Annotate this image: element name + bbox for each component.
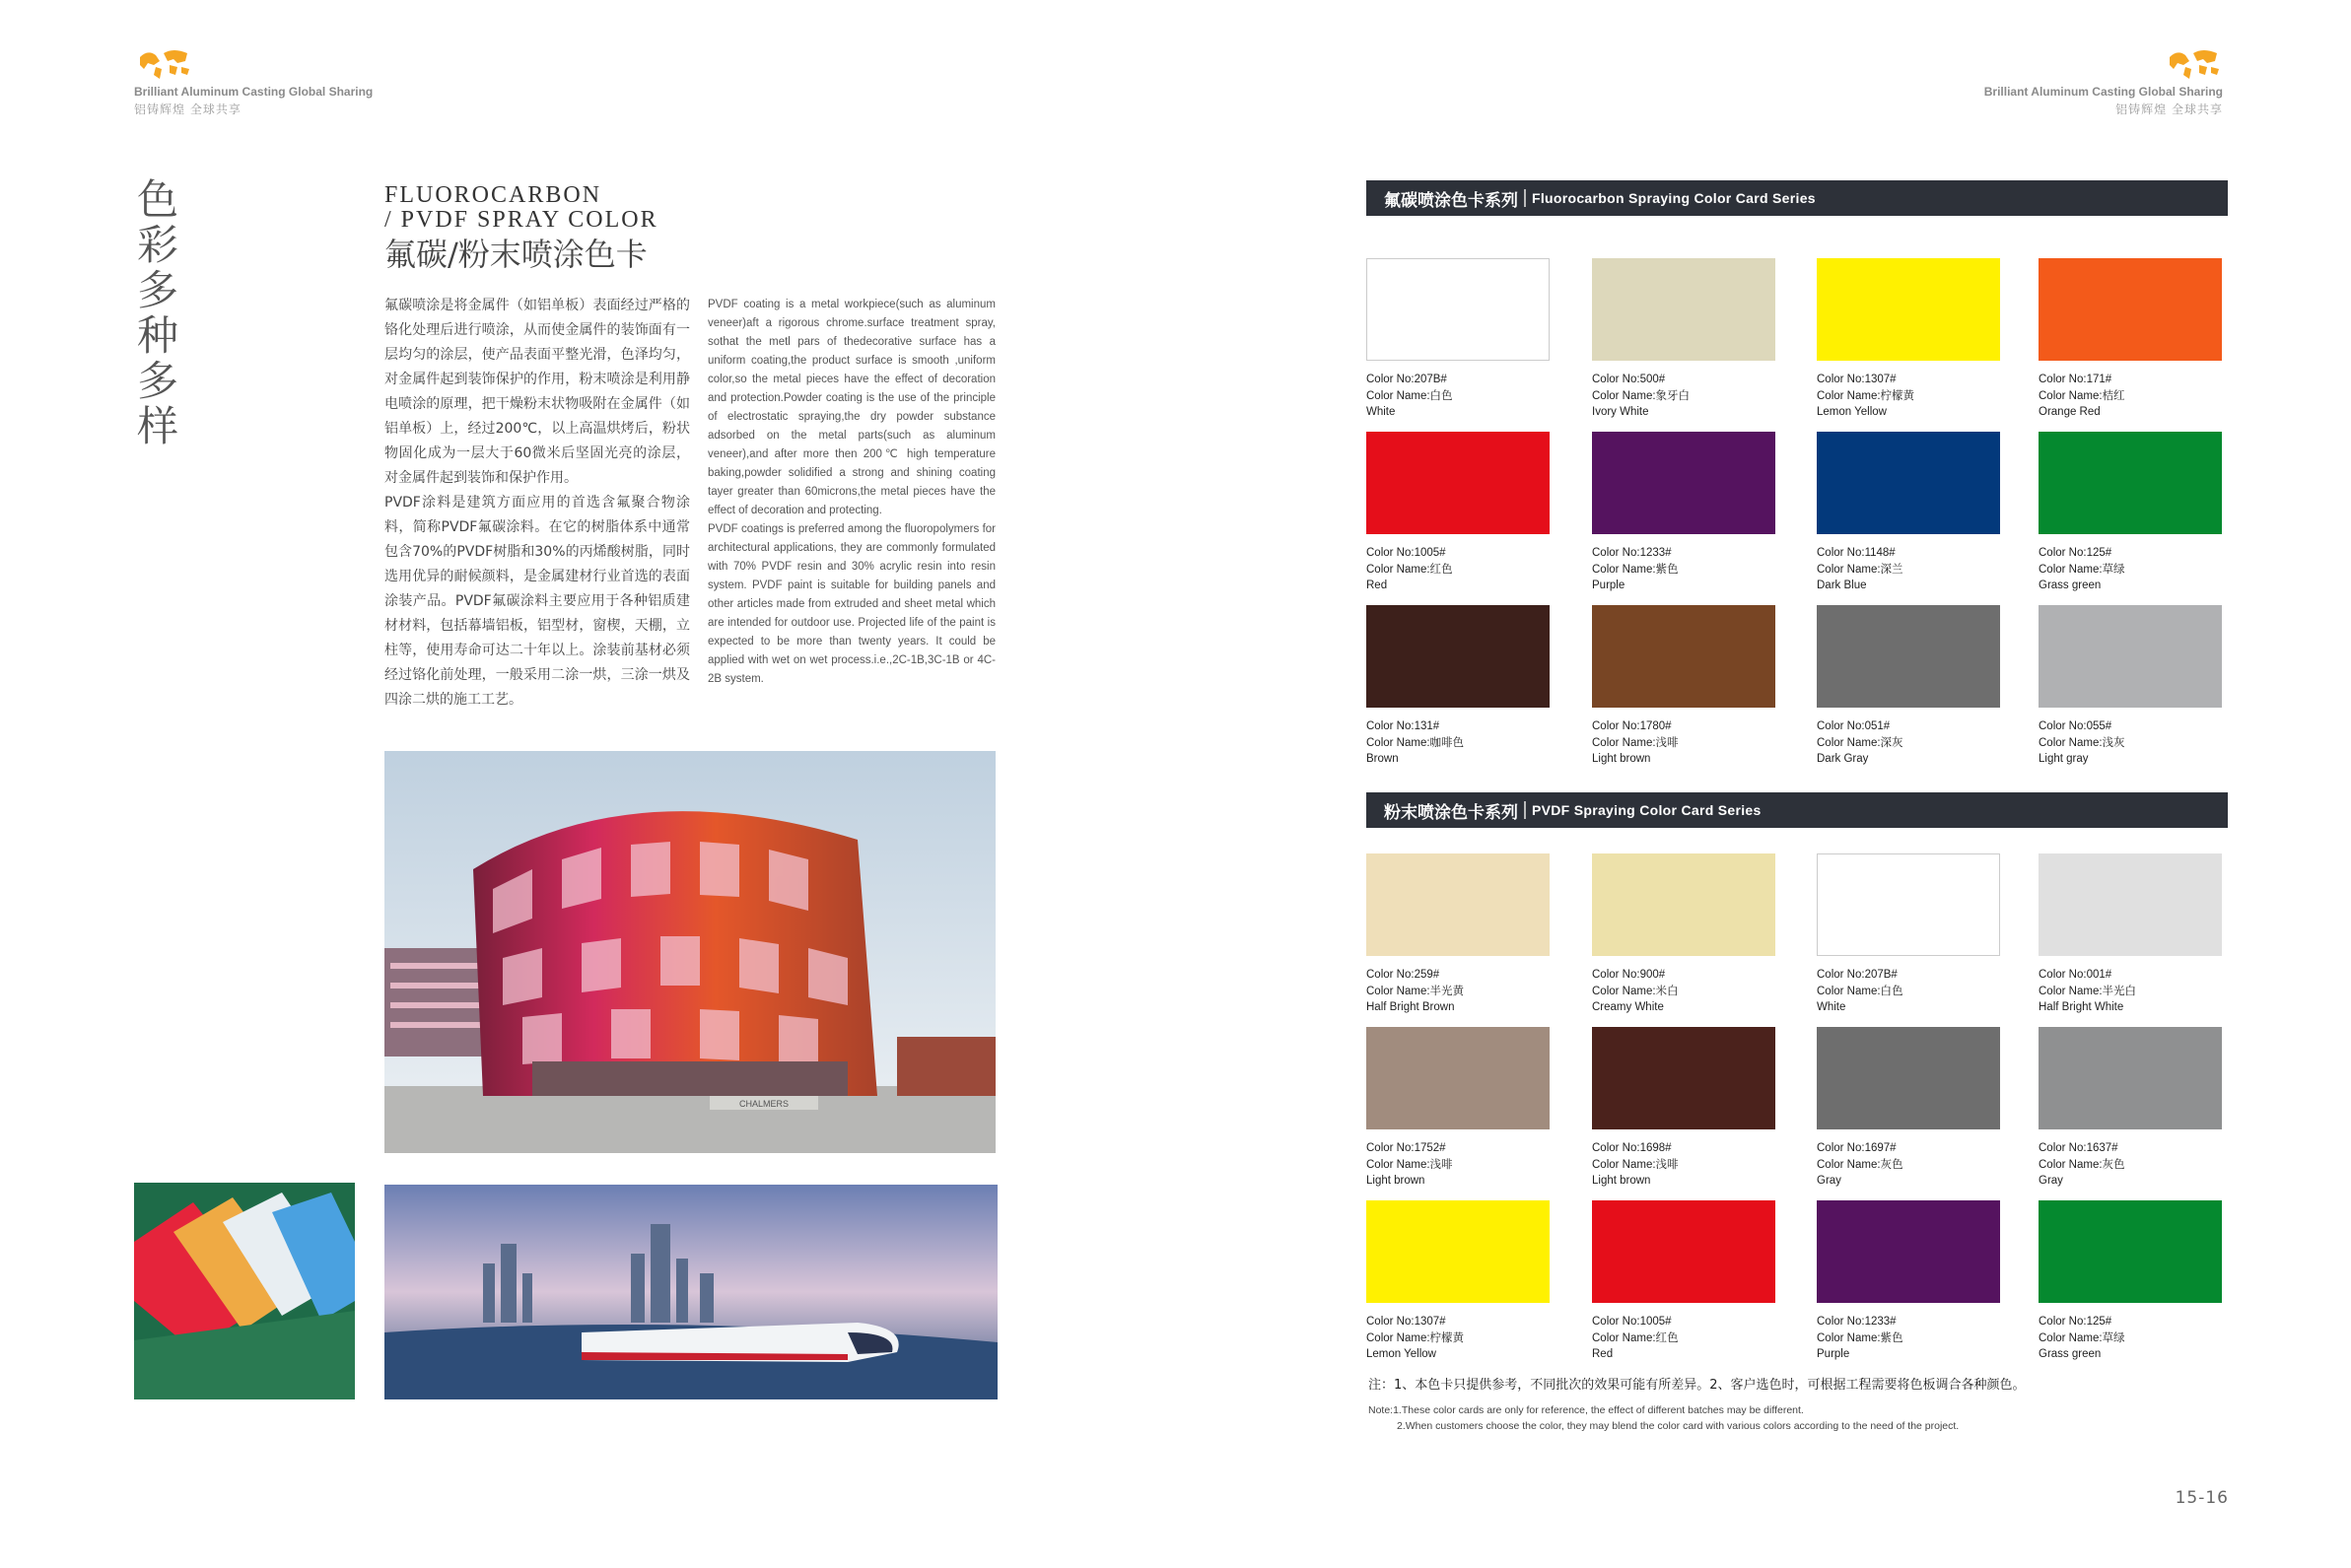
footnote-en-line-2: 2.When customers choose the color, they may blend the color card with various colors according to the need of the project. — [1397, 1420, 1960, 1432]
color-swatch — [1817, 1027, 2000, 1129]
color-name-en: Dark Gray — [1817, 753, 1869, 765]
color-number: Color No:125# — [2039, 547, 2112, 559]
vertical-title-char: 多 — [136, 266, 178, 314]
color-number: Color No:1233# — [1592, 547, 1672, 559]
color-number: Color No:1005# — [1366, 547, 1446, 559]
color-swatch — [2039, 432, 2222, 534]
color-number: Color No:131# — [1366, 720, 1440, 732]
color-number: Color No:1148# — [1817, 547, 1896, 559]
color-swatch — [1366, 853, 1550, 956]
fluorocarbon-series-header — [1366, 180, 2228, 216]
color-card — [1817, 853, 2000, 1016]
color-card-text — [1817, 372, 2000, 421]
color-swatch — [1366, 1200, 1550, 1303]
color-card-text — [1592, 967, 1775, 1016]
series-title-cn: 粉末喷涂色卡系列 — [1384, 802, 1518, 823]
color-name-cn: Color Name:半光白 — [2039, 985, 2137, 997]
color-card — [1366, 853, 1550, 1016]
color-number: Color No:051# — [1817, 720, 1891, 732]
color-card-text — [2039, 545, 2222, 594]
vertical-title-char: 色 — [136, 175, 178, 224]
page-number: 15-16 — [2175, 1488, 2229, 1508]
color-number: Color No:125# — [2039, 1316, 2112, 1328]
paragraph: PVDF coatings is preferred among the fluoropolymers for architectural applications, they are commonly formulated with 70% PVDF resin and 30% acrylic resin into resin system. PVDF paint is suitable for building panels and other articles made from extruded and sheet metal which are intended for outdoor use. Projected life of the paint is expected to be more than twenty years. It could be applied with wet on wet process.i.e.,2C-1B,3C-1B or 4C-2B system. — [708, 523, 996, 685]
vertical-title-char: 彩 — [136, 221, 178, 269]
color-card — [1592, 1027, 1775, 1190]
color-number: Color No:055# — [2039, 720, 2112, 732]
color-card — [1592, 853, 1775, 1016]
color-number: Color No:171# — [2039, 374, 2112, 385]
pvdf-series-header — [1366, 792, 2228, 828]
building-sign: CHALMERS — [738, 1099, 790, 1109]
color-number: Color No:500# — [1592, 374, 1666, 385]
color-name-en: Purple — [1592, 579, 1625, 591]
color-swatch — [1817, 432, 2000, 534]
color-card — [1366, 605, 1550, 768]
color-name-cn: Color Name:白色 — [1366, 389, 1453, 402]
color-card — [2039, 853, 2222, 1016]
color-card — [1817, 1200, 2000, 1363]
color-swatch — [1592, 605, 1775, 708]
color-number: Color No:1752# — [1366, 1142, 1446, 1154]
color-name-en: Half Bright Brown — [1366, 1001, 1455, 1013]
color-name-cn: Color Name:紫色 — [1817, 1331, 1903, 1344]
color-swatch — [1592, 1200, 1775, 1303]
footnote-cn: 注：1、本色卡只提供参考，不同批次的效果可能有所差异。2、客户选色时，可根据工程需要将色板调合各种颜色。 — [1368, 1378, 2026, 1393]
series-title-cn: 氟碳喷涂色卡系列 — [1384, 190, 1518, 211]
section-heading — [384, 183, 1015, 274]
color-name-en: Grass green — [2039, 1348, 2102, 1360]
color-name-cn: Color Name:白色 — [1817, 985, 1903, 997]
color-swatch — [2039, 1200, 2222, 1303]
divider — [1524, 801, 1526, 819]
color-name-cn: Color Name:半光黄 — [1366, 985, 1465, 997]
brand-logo-right — [1984, 47, 2223, 117]
color-name-en: Light brown — [1366, 1175, 1425, 1187]
color-swatch — [1817, 853, 2000, 956]
color-swatch — [2039, 1027, 2222, 1129]
color-card-text — [1592, 372, 1775, 421]
color-number: Color No:1697# — [1817, 1142, 1897, 1154]
color-card — [2039, 432, 2222, 594]
color-card — [2039, 605, 2222, 768]
color-name-cn: Color Name:红色 — [1592, 1331, 1679, 1344]
building-photo — [384, 751, 996, 1153]
color-number: Color No:1780# — [1592, 720, 1672, 732]
paragraph: PVDF coating is a metal workpiece(such as aluminum veneer)aft a rigorous chrome.surface treatment spray, sothat the metl pars of thedecorative surface has a uniform coating,the product surface is smooth ,uniform color,so the metal pieces have the effect of decoration and protection.Powder coating is the use of the principle of electrostatic spraying,the dry powder substance adsorbed on the metal parts(such as aluminum veneer),and after more then 200℃ high temperature baking,powder solidified a strong and shining coating tayer greater than 60microns,the metal pieces have the effect of decoration and protecting. — [708, 299, 996, 516]
color-name-cn: Color Name:浅灰 — [2039, 736, 2125, 749]
color-name-cn: Color Name:灰色 — [2039, 1158, 2125, 1171]
color-number: Color No:1233# — [1817, 1316, 1897, 1328]
color-name-en: Gray — [1817, 1175, 1841, 1187]
color-name-cn: Color Name:草绿 — [2039, 563, 2125, 576]
color-card — [1366, 1200, 1550, 1363]
brand-logo — [134, 47, 373, 117]
color-name-en: Light brown — [1592, 753, 1651, 765]
vertical-title-char: 种 — [136, 311, 178, 360]
heading-cn: 氟碳/粉末喷涂色卡 — [384, 236, 648, 273]
color-name-cn: Color Name:柠檬黄 — [1366, 1331, 1465, 1344]
color-card — [1817, 605, 2000, 768]
series-title-en: Fluorocarbon Spraying Color Card Series — [1532, 190, 1816, 206]
color-card-text — [2039, 1314, 2222, 1363]
color-swatch — [1592, 258, 1775, 361]
footnote — [1368, 1374, 2255, 1434]
train-city-photo — [384, 1185, 998, 1399]
heading-en-line-2: / PVDF SPRAY COLOR — [384, 207, 658, 233]
color-card-text — [1592, 545, 1775, 594]
color-card-text — [1366, 967, 1550, 1016]
color-card-text — [1817, 718, 2000, 768]
body-text-cn — [384, 294, 690, 713]
color-card-text — [1592, 718, 1775, 768]
color-card — [1817, 432, 2000, 594]
color-name-en: Half Bright White — [2039, 1001, 2124, 1013]
color-swatch — [2039, 853, 2222, 956]
color-name-cn: Color Name:柠檬黄 — [1817, 389, 1915, 402]
color-swatch — [1817, 258, 2000, 361]
color-number: Color No:1307# — [1366, 1316, 1446, 1328]
globe-map-icon — [134, 47, 193, 81]
color-card-text — [2039, 1140, 2222, 1190]
color-swatch — [1817, 1200, 2000, 1303]
color-name-en: White — [1366, 406, 1396, 418]
color-card — [1366, 432, 1550, 594]
color-name-cn: Color Name:浅啡 — [1592, 736, 1679, 749]
logo-slogan-cn: 铝铸辉煌 全球共享 — [2115, 102, 2223, 116]
color-name-en: Brown — [1366, 753, 1399, 765]
color-name-en: White — [1817, 1001, 1846, 1013]
color-card-text — [1817, 967, 2000, 1016]
color-card — [1592, 432, 1775, 594]
color-card-text — [2039, 372, 2222, 421]
color-card-text — [1366, 718, 1550, 768]
globe-map-icon — [2164, 47, 2223, 81]
color-number: Color No:259# — [1366, 969, 1440, 981]
color-card-text — [1366, 372, 1550, 421]
color-card — [1592, 605, 1775, 768]
vertical-title — [128, 177, 187, 449]
color-name-cn: Color Name:红色 — [1366, 563, 1453, 576]
color-swatch — [1592, 432, 1775, 534]
color-name-en: Lemon Yellow — [1817, 406, 1887, 418]
color-card-text — [2039, 718, 2222, 768]
color-card — [1817, 258, 2000, 421]
color-name-en: Red — [1592, 1348, 1614, 1360]
color-card-text — [1817, 545, 2000, 594]
panel-samples-photo — [134, 1183, 355, 1399]
color-swatch — [1592, 1027, 1775, 1129]
color-name-en: Orange Red — [2039, 406, 2101, 418]
footnote-en-line-1: Note:1.These color cards are only for reference, the effect of different batches may be different. — [1368, 1404, 1804, 1416]
color-number: Color No:1637# — [2039, 1142, 2118, 1154]
color-card — [2039, 1027, 2222, 1190]
color-name-cn: Color Name:咖啡色 — [1366, 736, 1465, 749]
color-card — [2039, 1200, 2222, 1363]
color-number: Color No:1307# — [1817, 374, 1897, 385]
color-card-text — [1592, 1140, 1775, 1190]
heading-en-line-1: FLUOROCARBON — [384, 182, 602, 208]
color-name-cn: Color Name:深灰 — [1817, 736, 1903, 749]
color-name-en: Red — [1366, 579, 1388, 591]
vertical-title-char: 多 — [136, 357, 178, 405]
series-title-en: PVDF Spraying Color Card Series — [1532, 802, 1762, 818]
color-number: Color No:1005# — [1592, 1316, 1672, 1328]
logo-slogan-en: Brilliant Aluminum Casting Global Sharing — [1983, 85, 2223, 99]
color-name-en: Dark Blue — [1817, 579, 1867, 591]
color-card — [2039, 258, 2222, 421]
color-name-en: Purple — [1817, 1348, 1850, 1360]
color-swatch — [1366, 605, 1550, 708]
color-card-text — [2039, 967, 2222, 1016]
color-card — [1817, 1027, 2000, 1190]
color-name-cn: Color Name:象牙白 — [1592, 389, 1691, 402]
color-swatch — [1366, 1027, 1550, 1129]
footnote-en — [1368, 1402, 2255, 1434]
color-number: Color No:207B# — [1817, 969, 1898, 981]
color-name-cn: Color Name:灰色 — [1817, 1158, 1903, 1171]
color-card-text — [1366, 1314, 1550, 1363]
color-name-cn: Color Name:浅啡 — [1366, 1158, 1453, 1171]
color-card — [1366, 1027, 1550, 1190]
color-name-cn: Color Name:浅啡 — [1592, 1158, 1679, 1171]
color-name-cn: Color Name:深兰 — [1817, 563, 1903, 576]
vertical-title-char: 样 — [136, 402, 178, 450]
body-text-en — [708, 296, 996, 689]
color-swatch — [1592, 853, 1775, 956]
color-name-en: Lemon Yellow — [1366, 1348, 1436, 1360]
color-name-cn: Color Name:紫色 — [1592, 563, 1679, 576]
color-card-text — [1817, 1140, 2000, 1190]
color-name-en: Gray — [2039, 1175, 2063, 1187]
color-card-text — [1592, 1314, 1775, 1363]
color-name-cn: Color Name:米白 — [1592, 985, 1679, 997]
color-card-text — [1817, 1314, 2000, 1363]
color-card — [1366, 258, 1550, 421]
color-card — [1592, 1200, 1775, 1363]
color-swatch — [1366, 432, 1550, 534]
logo-slogan-en: Brilliant Aluminum Casting Global Sharing — [134, 85, 374, 99]
color-number: Color No:001# — [2039, 969, 2112, 981]
color-swatch — [1817, 605, 2000, 708]
color-name-en: Grass green — [2039, 579, 2102, 591]
color-card-text — [1366, 545, 1550, 594]
color-swatch — [2039, 605, 2222, 708]
color-name-cn: Color Name:草绿 — [2039, 1331, 2125, 1344]
color-number: Color No:207B# — [1366, 374, 1447, 385]
color-name-en: Creamy White — [1592, 1001, 1664, 1013]
color-name-en: Light brown — [1592, 1175, 1651, 1187]
color-number: Color No:900# — [1592, 969, 1666, 981]
paragraph: 氟碳喷涂是将金属件（如铝单板）表面经过严格的铬化处理后进行喷涂，从而使金属件的装饰面有一层均匀的涂层，使产品表面平整光滑，色泽均匀，对金属件起到装饰保护的作用，粉末喷涂是利用静电喷涂的原理，把干燥粉末状物吸附在金属件（如铝单板）上，经过200℃，以上高温烘烤后，粉状物固化成为一层大于60微米后坚固光亮的涂层，对金属件起到装饰和保护作用。 — [384, 298, 690, 486]
divider — [1524, 189, 1526, 207]
logo-slogan-cn: 铝铸辉煌 全球共享 — [134, 102, 242, 116]
color-name-cn: Color Name:桔红 — [2039, 389, 2125, 402]
color-swatch — [1366, 258, 1550, 361]
paragraph: PVDF涂料是建筑方面应用的首选含氟聚合物涂料，简称PVDF氟碳涂料。在它的树脂体系中通常包含70%的PVDF树脂和30%的丙烯酸树脂，同时选用优异的耐候颜料，是金属建材行业首选的表面涂装产品。PVDF氟碳涂料主要应用于各种铝质建材材料，包括幕墙铝板，铝型材，窗楔，天棚，立柱等，使用寿命可达二十年以上。涂装前基材必须经过铬化前处理，一般采用二涂一烘，三涂一烘及四涂二烘的施工工艺。 — [384, 495, 690, 708]
color-card — [1592, 258, 1775, 421]
color-swatch — [2039, 258, 2222, 361]
color-name-en: Light gray — [2039, 753, 2089, 765]
color-number: Color No:1698# — [1592, 1142, 1672, 1154]
color-name-en: Ivory White — [1592, 406, 1649, 418]
color-card-text — [1366, 1140, 1550, 1190]
